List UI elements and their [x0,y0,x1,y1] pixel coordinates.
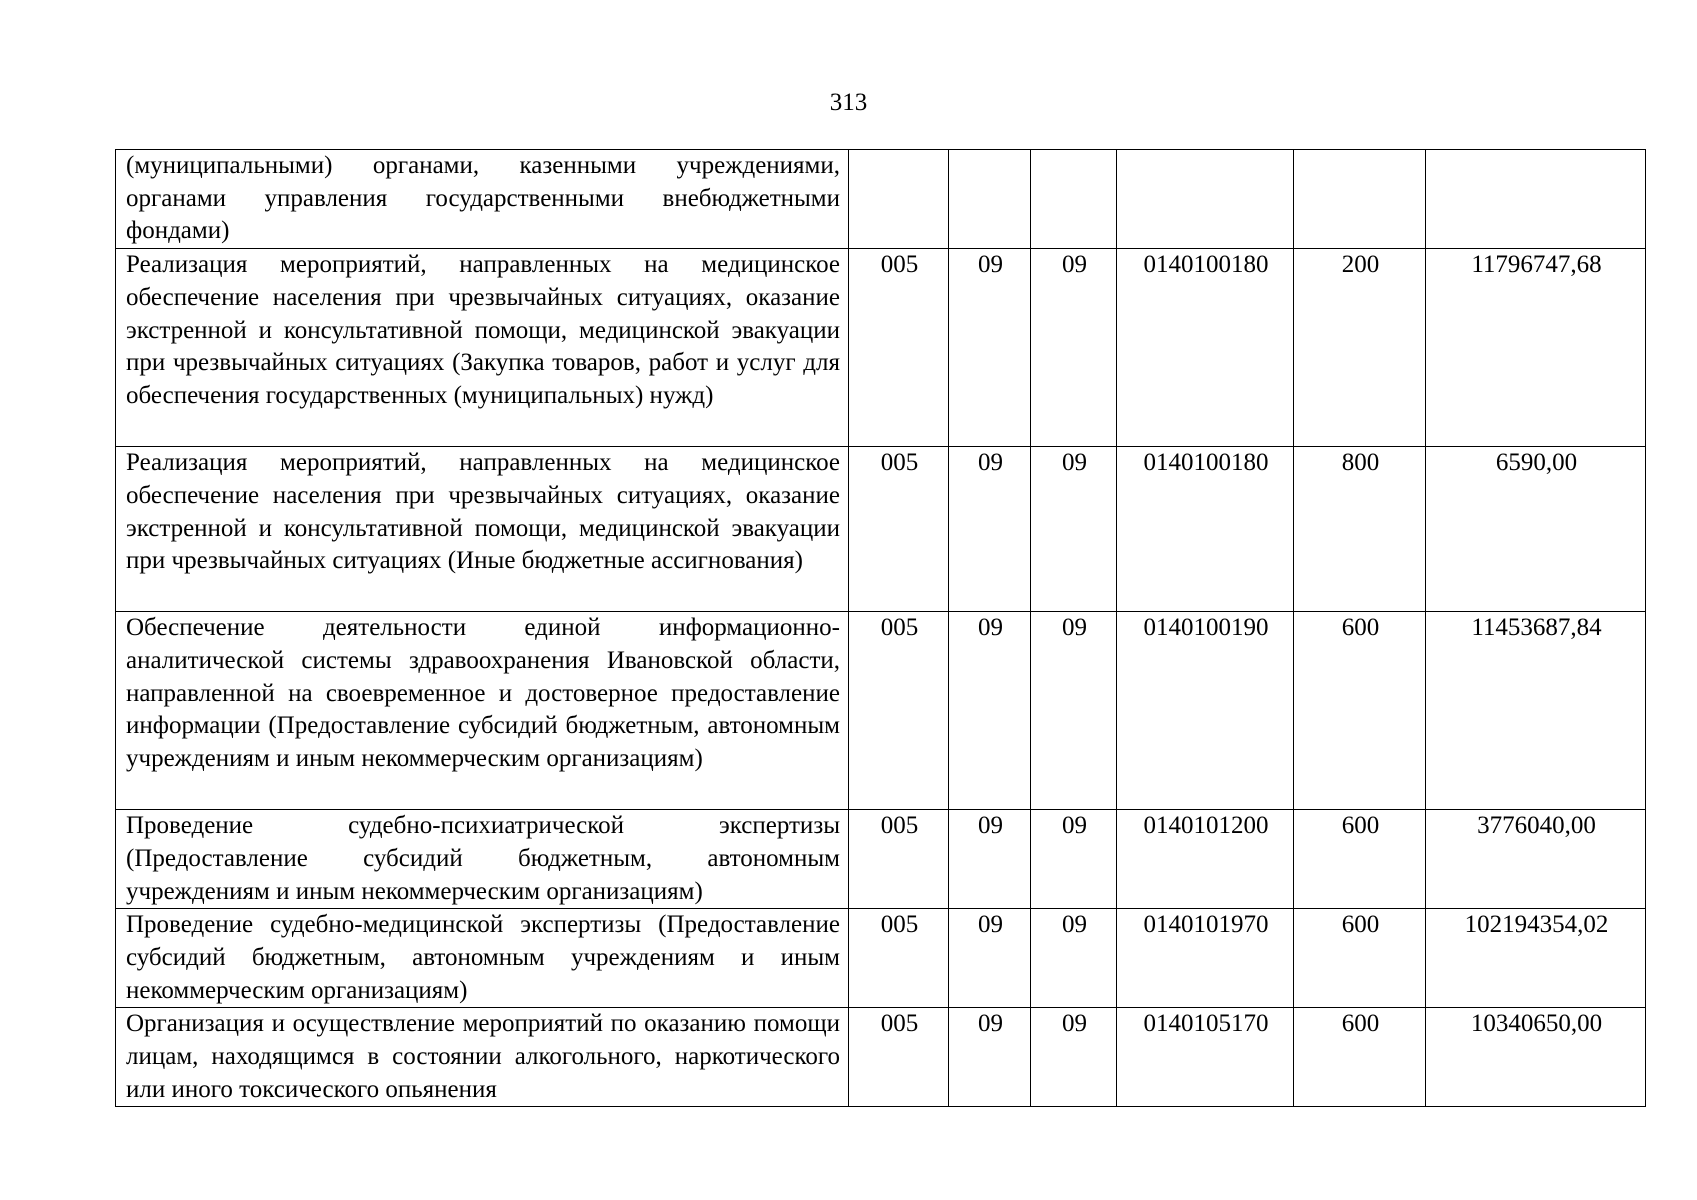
row-csr: 0140105170 [1117,1008,1294,1107]
row-amount [1426,150,1646,249]
row-csr: 0140101200 [1117,810,1294,909]
row-csr [1117,150,1294,249]
row-vr: 600 [1294,909,1426,1008]
row-description: Проведение судебно-медицинской экспертизы (Предоставление субсидий бюджетным, автономным учреждениям и иным некоммерческим организациям) [116,909,849,1008]
row-description: Реализация мероприятий, направленных на медицинское обеспечение населения при чрезвычайных ситуациях, оказание экстренной и консультативной помощи, медицинской эвакуации при чрезвычайных ситуациях (Иные бюджетные ассигнования) [116,447,849,612]
row-description: Проведение судебно-психиатрической экспертизы (Предоставление субсидий бюджетным, автономным учреждениям и иным некоммерческим организациям) [116,810,849,909]
page-number: 313 [829,89,868,116]
row-rz: 09 [949,1008,1031,1107]
row-pr: 09 [1031,447,1117,612]
row-grbs: 005 [849,909,949,1008]
row-vr: 800 [1294,447,1426,612]
row-grbs: 005 [849,810,949,909]
row-csr: 0140100190 [1117,612,1294,810]
table-row [116,1008,1646,1107]
row-description: Организация и осуществление мероприятий по оказанию помощи лицам, находящимся в состоянии алкогольного, наркотического или иного токсического опьянения [116,1008,849,1107]
row-rz: 09 [949,249,1031,447]
row-pr: 09 [1031,909,1117,1008]
row-rz: 09 [949,447,1031,612]
table-row [116,150,1646,249]
row-vr: 600 [1294,1008,1426,1107]
row-grbs [849,150,949,249]
row-grbs: 005 [849,447,949,612]
row-grbs: 005 [849,1008,949,1107]
row-amount: 6590,00 [1426,447,1646,612]
table-row [116,909,1646,1008]
row-amount: 3776040,00 [1426,810,1646,909]
table-row [116,447,1646,612]
row-vr: 600 [1294,612,1426,810]
row-vr: 200 [1294,249,1426,447]
row-amount: 102194354,02 [1426,909,1646,1008]
row-csr: 0140101970 [1117,909,1294,1008]
row-csr: 0140100180 [1117,447,1294,612]
row-rz: 09 [949,810,1031,909]
row-grbs: 005 [849,249,949,447]
row-description: Обеспечение деятельности единой информационно-аналитической системы здравоохранения Ивановской области, направленной на своевременное и достоверное предоставление информации (Предоставление субсидий бюджетным, автономным учреждениям и иным некоммерческим организациям) [116,612,849,810]
row-pr [1031,150,1117,249]
row-pr: 09 [1031,1008,1117,1107]
table-row [116,810,1646,909]
row-pr: 09 [1031,249,1117,447]
row-description: Реализация мероприятий, направленных на медицинское обеспечение населения при чрезвычайных ситуациях, оказание экстренной и консультативной помощи, медицинской эвакуации при чрезвычайных ситуациях (Закупка товаров, работ и услуг для обеспечения государственных (муниципальных) нужд) [116,249,849,447]
table-row [116,249,1646,447]
table-row [116,612,1646,810]
row-csr: 0140100180 [1117,249,1294,447]
row-amount: 10340650,00 [1426,1008,1646,1107]
row-vr: 600 [1294,810,1426,909]
row-pr: 09 [1031,612,1117,810]
row-description: (муниципальными) органами, казенными учреждениями, органами управления государственными внебюджетными фондами) [116,150,849,249]
row-amount: 11453687,84 [1426,612,1646,810]
row-rz [949,150,1031,249]
row-pr: 09 [1031,810,1117,909]
row-amount: 11796747,68 [1426,249,1646,447]
row-rz: 09 [949,909,1031,1008]
row-grbs: 005 [849,612,949,810]
row-rz: 09 [949,612,1031,810]
row-vr [1294,150,1426,249]
budget-table [115,149,1646,1107]
